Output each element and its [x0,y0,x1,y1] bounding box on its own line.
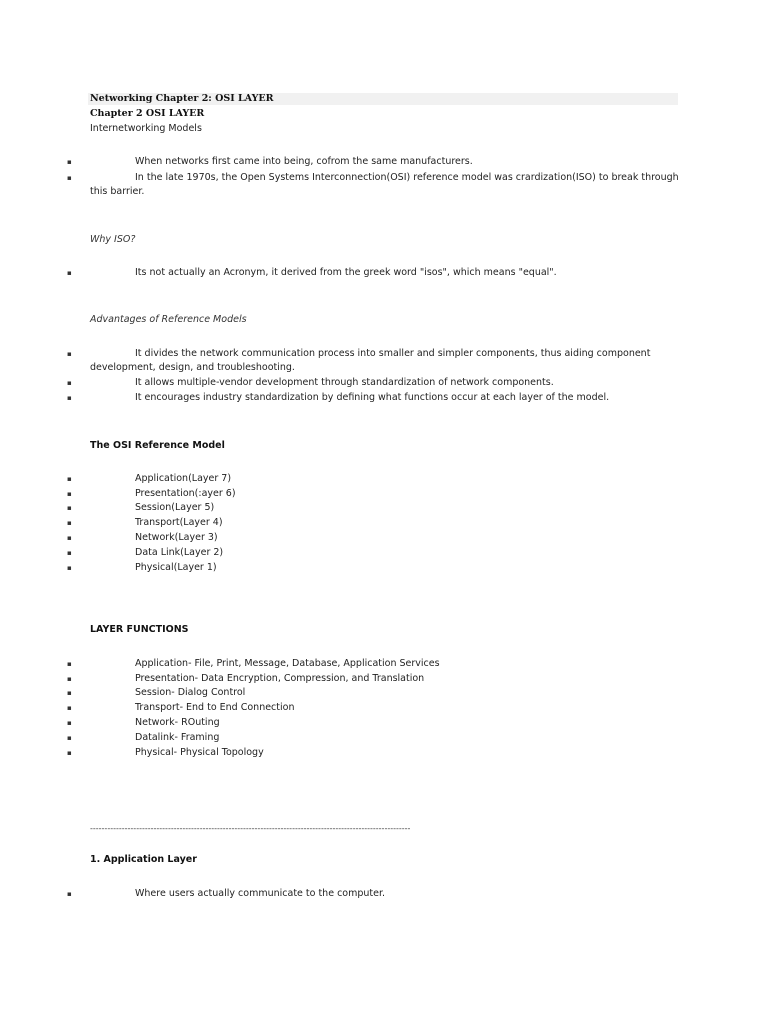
list-item: Application- File, Print, Message, Database, Application Services [135,658,440,669]
bullet-icon: ▪ [67,890,72,898]
bullet-icon: ▪ [67,564,72,572]
list-item: Datalink- Framing [135,732,220,743]
bullet-icon: ▪ [67,394,72,402]
bullet-icon: ▪ [67,549,72,557]
list-item: It allows multiple-vendor development through standardization of network components. [135,377,554,388]
list-item: It encourages industry standardization by defining what functions occur at each layer of the model. [135,392,610,403]
section-heading-why-iso: Why ISO? [90,234,136,245]
list-item: Transport- End to End Connection [135,702,295,713]
bullet-icon: ▪ [67,519,72,527]
bullet-icon: ▪ [67,719,72,727]
list-item: Physical(Layer 1) [135,562,217,573]
list-item: In the late 1970s, the Open Systems Interconnection(OSI) reference model was crardization(ISO) to break through this barrier. [90,172,679,197]
bullet-icon: ▪ [67,660,72,668]
bullet-icon: ▪ [67,158,72,166]
section-heading-osi-model: The OSI Reference Model [90,440,225,451]
list-item: Session- Dialog Control [135,687,246,698]
list-item: Data Link(Layer 2) [135,547,224,558]
list-item: Its not actually an Acronym, it derived from the greek word "isos", which means "equal". [135,267,557,278]
section-heading-application-layer: 1. Application Layer [90,854,197,865]
list-item: Where users actually communicate to the computer. [135,888,386,899]
list-item: Network(Layer 3) [135,532,218,543]
bullet-icon: ▪ [67,675,72,683]
list-item: Physical- Physical Topology [135,747,264,758]
bullet-icon: ▪ [67,504,72,512]
list-item: Transport(Layer 4) [135,517,223,528]
list-item: Network- ROuting [135,717,220,728]
document-title: Networking Chapter 2: OSI LAYER [90,93,274,104]
list-item: Session(Layer 5) [135,502,215,513]
bullet-icon: ▪ [67,269,72,277]
bullet-icon: ▪ [67,490,72,498]
section-heading-internetworking: Internetworking Models [90,123,202,134]
list-item: It divides the network communication process into smaller and simpler components, thus aiding component development, design, and troubleshooting. [90,348,651,373]
bullet-icon: ▪ [67,350,72,358]
list-item: Application(Layer 7) [135,473,232,484]
bullet-icon: ▪ [67,689,72,697]
list-item: When networks first came into being, cofrom the same manufacturers. [135,156,473,167]
bullet-icon: ▪ [67,704,72,712]
list-item: Presentation(:ayer 6) [135,488,236,499]
bullet-icon: ▪ [67,379,72,387]
bullet-icon: ▪ [67,749,72,757]
bullet-icon: ▪ [67,475,72,483]
separator-line: --------------------------------------------------------------------------------------------------------------- [90,824,411,833]
chapter-subtitle: Chapter 2 OSI LAYER [90,108,205,119]
bullet-icon: ▪ [67,534,72,542]
bullet-icon: ▪ [67,734,72,742]
section-heading-layer-functions: LAYER FUNCTIONS [90,624,189,635]
bullet-icon: ▪ [67,174,72,182]
list-item: Presentation- Data Encryption, Compression, and Translation [135,673,425,684]
section-heading-advantages: Advantages of Reference Models [90,314,247,325]
